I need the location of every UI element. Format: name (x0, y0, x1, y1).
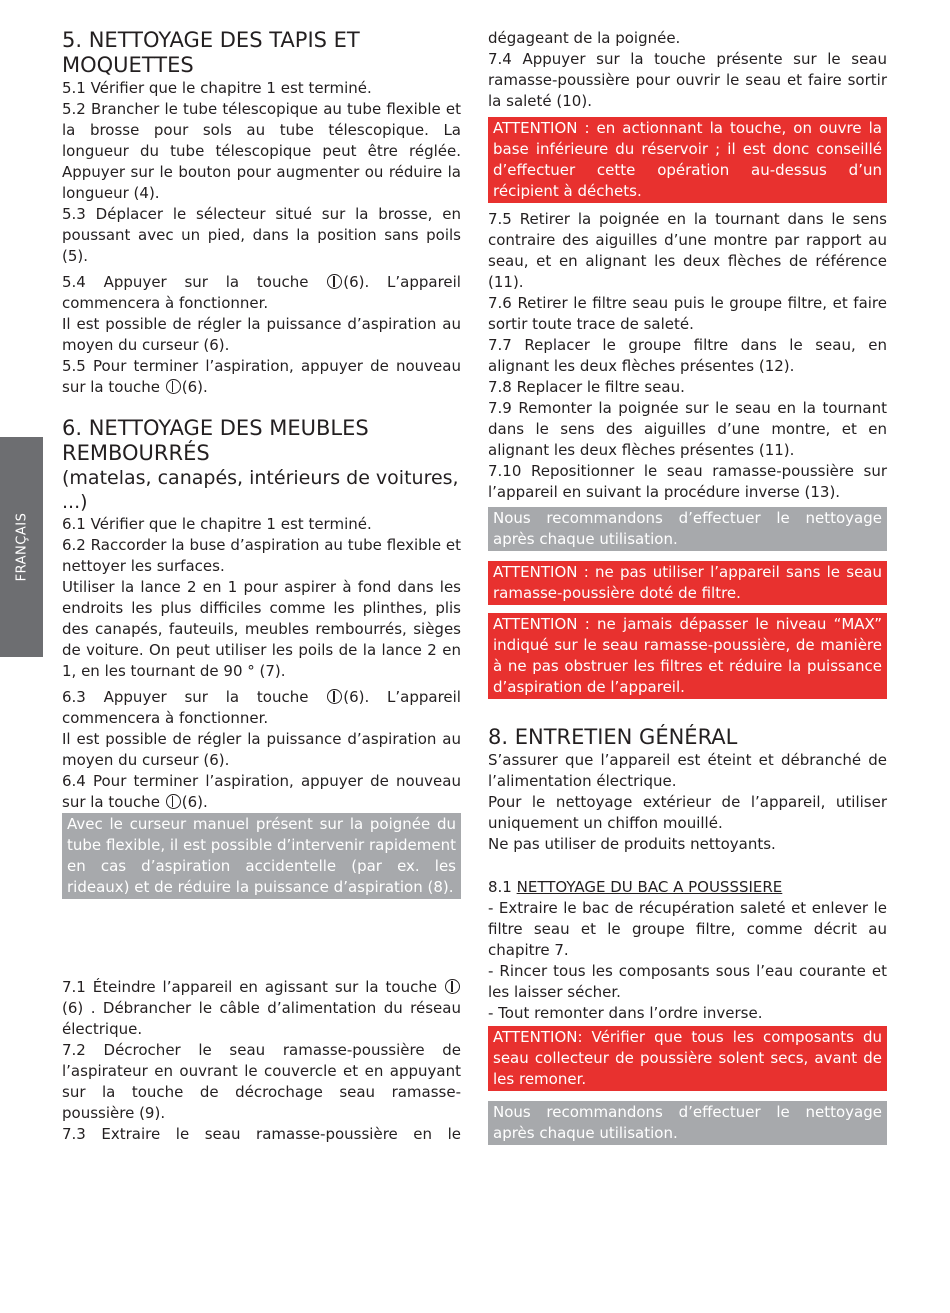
step-6-3: 6.3 Appuyer sur la touche (6). L’appareil commencera à fonctionner. (62, 688, 461, 727)
step-7-4: 7.4 Appuyer sur la touche présente sur le seau ramasse-poussière pour ouvrir le seau et faire sortir la saleté (10). (488, 50, 887, 110)
step-6-2-detail: Utiliser la lance 2 en 1 pour aspirer à fond dans les endroits les plus difficiles comme les plinthes, plis des canapés, fauteuils, meubles rembourrés, sièges de voiture. On peut utiliser les poils de la lance 2 en 1, en les tournant de 90 ° (7). (62, 578, 461, 680)
power-button-icon (166, 794, 181, 809)
power-button-icon (445, 979, 460, 994)
step-5-3: 5.3 Déplacer le sélecteur situé sur la brosse, en poussant avec un pied, dans la position sans poils (5). (62, 205, 461, 265)
warning-dry-components: ATTENTION: Vérifier que tous les composants du seau collecteur de poussière solent secs, avant de les remoner. (488, 1026, 887, 1091)
step-7-8: 7.8 Replacer le filtre seau. (488, 378, 685, 396)
language-label: FRANÇAIS (14, 512, 29, 582)
step-7-10: 7.10 Repositionner le seau ramasse-poussière sur l’appareil en suivant la procédure inverse (13). (488, 462, 887, 501)
step-7-9: 7.9 Remonter la poignée sur le seau en la tournant dans le sens des aiguilles d’une montre, et en alignant les deux flèches présentes (11). (488, 399, 887, 459)
step-7-5: 7.5 Retirer la poignée en la tournant dans le sens contraire des aiguilles d’une montre par rapport au seau, et en alignant les deux flèches de référence (11). (488, 210, 887, 291)
note-clean-after-use: Nous recommandons d’effectuer le nettoyage après chaque utilisation. (488, 507, 887, 551)
language-tab (0, 437, 43, 657)
step-5-4: 5.4 Appuyer sur la touche (6). L’appareil commencera à fonctionner. (62, 273, 461, 312)
step-7-3-continued: dégageant de la poignée. (488, 29, 681, 47)
step-5-4-note: Il est possible de régler la puissance d’aspiration au moyen du curseur (6). (62, 315, 461, 354)
section-8-paragraph-3: Ne pas utiliser de produits nettoyants. (488, 835, 776, 853)
step-5-2: 5.2 Brancher le tube télescopique au tube flexible et la brosse pour sols au tube télescopique. La longueur du tube télescopique peut être réglée. Appuyer sur le bouton pour augmenter ou réduire la longueur (4). (62, 100, 461, 202)
power-button-icon (327, 274, 342, 289)
left-column (62, 0, 461, 1145)
step-7-2: 7.2 Décrocher le seau ramasse-poussière de l’aspirateur en ouvrant le couvercle et en appuyant sur la touche de décrochage seau ramasse-poussière (9). (62, 1041, 461, 1122)
warning-base-open: ATTENTION : en actionnant la touche, on ouvre la base inférieure du réservoir ; il est donc conseillé d’effectuer cette opération au-dessus d’un récipient à déchets. (488, 117, 887, 203)
step-7-6: 7.6 Retirer le filtre seau puis le groupe filtre, et faire sortir toute trace de saleté. (488, 294, 887, 333)
step-5-5: 5.5 Pour terminer l’aspiration, appuyer de nouveau sur la touche (6). (62, 357, 461, 396)
section-8-1-heading: 8.1 NETTOYAGE DU BAC A POUSSSIERE (488, 878, 783, 896)
warning-max-level: ATTENTION : ne jamais dépasser le niveau “MAX” indiqué sur le seau ramasse-poussière, de manière à ne pas obstruer les filtres et réduire la puissance d’aspiration de l’appareil. (488, 613, 887, 699)
step-6-3-note: Il est possible de régler la puissance d’aspiration au moyen du curseur (6). (62, 730, 461, 769)
section-6-title: 6. NETTOYAGE DES MEUBLES REMBOURRÉS (62, 416, 369, 465)
step-7-3: 7.3 Extraire le seau ramasse-poussière en le (62, 1125, 461, 1143)
note-curseur: Avec le curseur manuel présent sur la poignée du tube flexible, il est possible d’intervenir rapidement en cas d’aspiration accidentelle (par ex. les rideaux) et de réduire la puissance d’aspiration (8). (62, 813, 461, 899)
step-8-1-b: - Rincer tous les composants sous l’eau courante et les laisser sécher. (488, 962, 887, 1001)
right-column (488, 0, 887, 1145)
step-6-2: 6.2 Raccorder la buse d’aspiration au tube flexible et nettoyer les surfaces. (62, 536, 461, 575)
section-5-title: 5. NETTOYAGE DES TAPIS ET MOQUETTES (62, 28, 360, 77)
warning-no-filter: ATTENTION : ne pas utiliser l’appareil sans le seau ramasse-poussière doté de filtre. (488, 561, 887, 605)
section-6-subtitle: (matelas, canapés, intérieurs de voitures, ...) (62, 467, 459, 513)
step-6-1: 6.1 Vérifier que le chapitre 1 est terminé. (62, 515, 372, 533)
step-8-1-c: - Tout remonter dans l’ordre inverse. (488, 1004, 763, 1022)
note-clean-after-use-2: Nous recommandons d’effectuer le nettoyage après chaque utilisation. (488, 1101, 887, 1145)
section-8-paragraph-2: Pour le nettoyage extérieur de l’appareil, utiliser uniquement un chiffon mouillé. (488, 793, 887, 832)
power-button-icon (166, 379, 181, 394)
power-button-icon (327, 689, 342, 704)
section-8-paragraph-1: S’assurer que l’appareil est éteint et débranché de l’alimentation électrique. (488, 751, 887, 790)
step-8-1-a: - Extraire le bac de récupération saleté et enlever le filtre seau et le groupe filtre, comme décrit au chapitre 7. (488, 899, 887, 959)
step-5-1: 5.1 Vérifier que le chapitre 1 est terminé. (62, 79, 372, 97)
section-8-title: 8. ENTRETIEN GÉNÉRAL (488, 725, 738, 749)
step-7-1: 7.1 Éteindre l’appareil en agissant sur la touche (6) . Débrancher le câble d’alimentation du réseau électrique. (62, 978, 461, 1038)
step-6-4: 6.4 Pour terminer l’aspiration, appuyer de nouveau sur la touche (6). (62, 772, 461, 811)
step-7-7: 7.7 Replacer le groupe filtre dans le seau, en alignant les deux flèches présentes (12). (488, 336, 887, 375)
